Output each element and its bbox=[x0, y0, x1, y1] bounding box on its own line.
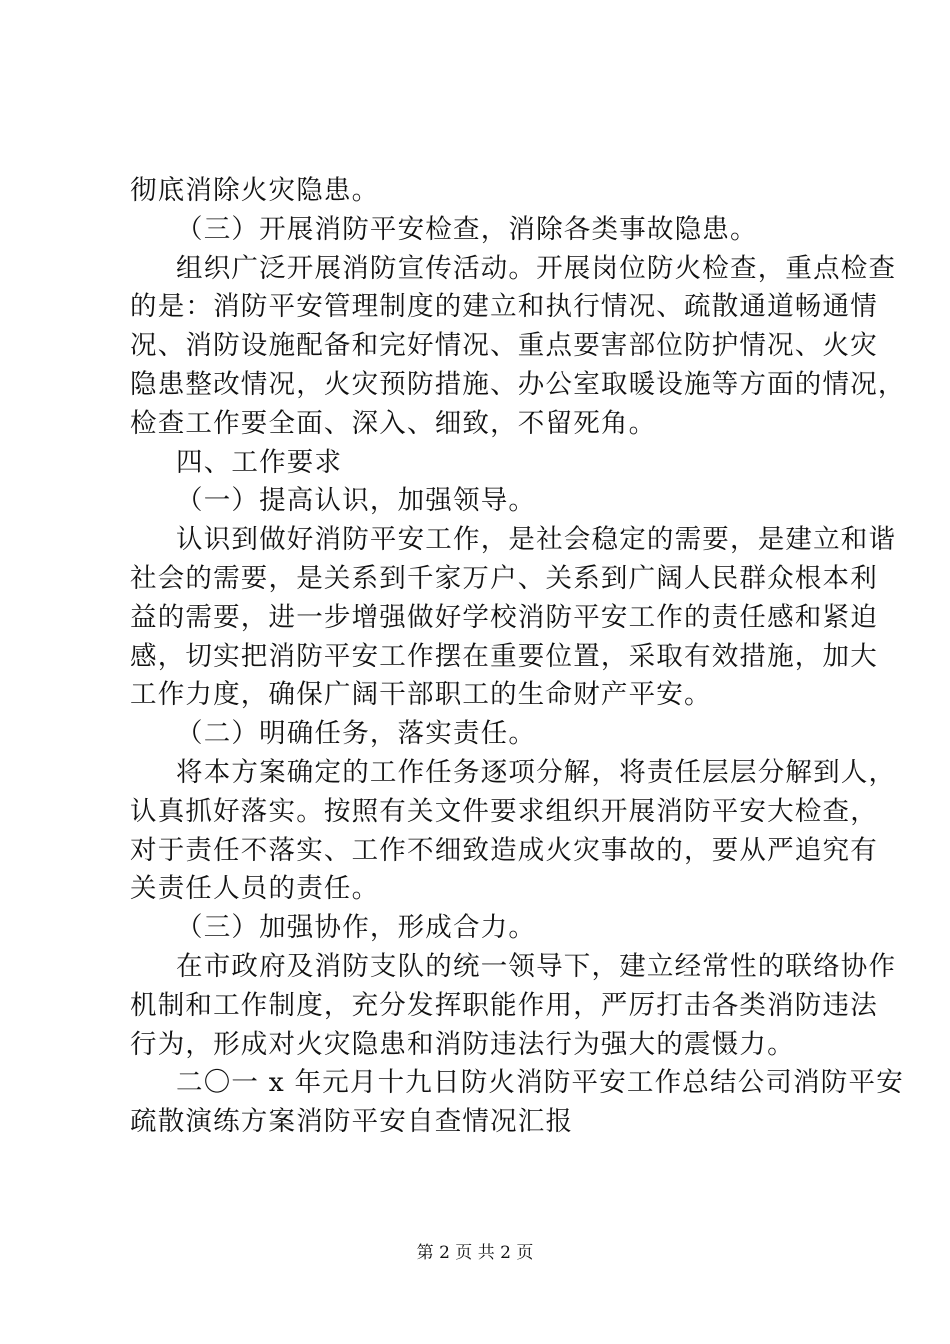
text-line: 工作力度，确保广阔干部职工的生命财产平安。 bbox=[130, 679, 712, 711]
page-footer: 第 2 页 共 2 页 bbox=[416, 1243, 534, 1263]
text-line: 认真抓好落实。按照有关文件要求组织开展消防平安大检查， bbox=[130, 795, 878, 827]
text-line: 四、工作要求 bbox=[176, 446, 343, 478]
text-line: 组织广泛开展消防宣传活动。开展岗位防火检查，重点检查 bbox=[176, 252, 897, 284]
text-line: （三）加强协作，形成合力。 bbox=[176, 912, 537, 944]
text-line: 的是：消防平安管理制度的建立和执行情况、疏散通道畅通情 bbox=[130, 291, 878, 323]
text-line: （三）开展消防平安检查，消除各类事故隐患。 bbox=[176, 213, 758, 245]
text-line: 社会的需要，是关系到千家万户、关系到广阔人民群众根本利 bbox=[130, 562, 878, 594]
text-line: 益的需要，进一步增强做好学校消防平安工作的责任感和紧迫 bbox=[130, 601, 878, 633]
text-line: 况、消防设施配备和完好情况、重点要害部位防护情况、火灾 bbox=[130, 330, 878, 362]
text-line: 机制和工作制度，充分发挥职能作用，严厉打击各类消防违法 bbox=[130, 989, 878, 1021]
text-line: 隐患整改情况，火灾预防措施、办公室取暖设施等方面的情况， bbox=[130, 368, 906, 400]
text-line: 认识到做好消防平安工作，是社会稳定的需要，是建立和谐 bbox=[176, 524, 897, 556]
text-line: （二）明确任务，落实责任。 bbox=[176, 718, 537, 750]
document-body bbox=[130, 172, 906, 1142]
text-line: 在市政府及消防支队的统一领导下，建立经常性的联络协作 bbox=[176, 950, 897, 982]
text-line: 检查工作要全面、深入、细致，不留死角。 bbox=[130, 407, 657, 439]
text-line: 行为，形成对火灾隐患和消防违法行为强大的震慑力。 bbox=[130, 1028, 795, 1060]
text-line: 将本方案确定的工作任务逐项分解，将责任层层分解到人， bbox=[176, 756, 897, 788]
text-line: 疏散演练方案消防平安自查情况汇报 bbox=[130, 1106, 574, 1138]
text-line: 感，切实把消防平安工作摆在重要位置，采取有效措施，加大 bbox=[130, 640, 878, 672]
text-line: 对于责任不落实、工作不细致造成火灾事故的，要从严追究有 bbox=[130, 834, 878, 866]
text-line: （一）提高认识，加强领导。 bbox=[176, 485, 537, 517]
text-line: 彻底消除火灾隐患。 bbox=[130, 175, 380, 206]
text-line: 二〇一 x 年元月十九日防火消防平安工作总结公司消防平安 bbox=[176, 1067, 904, 1099]
text-line: 关责任人员的责任。 bbox=[130, 873, 380, 905]
